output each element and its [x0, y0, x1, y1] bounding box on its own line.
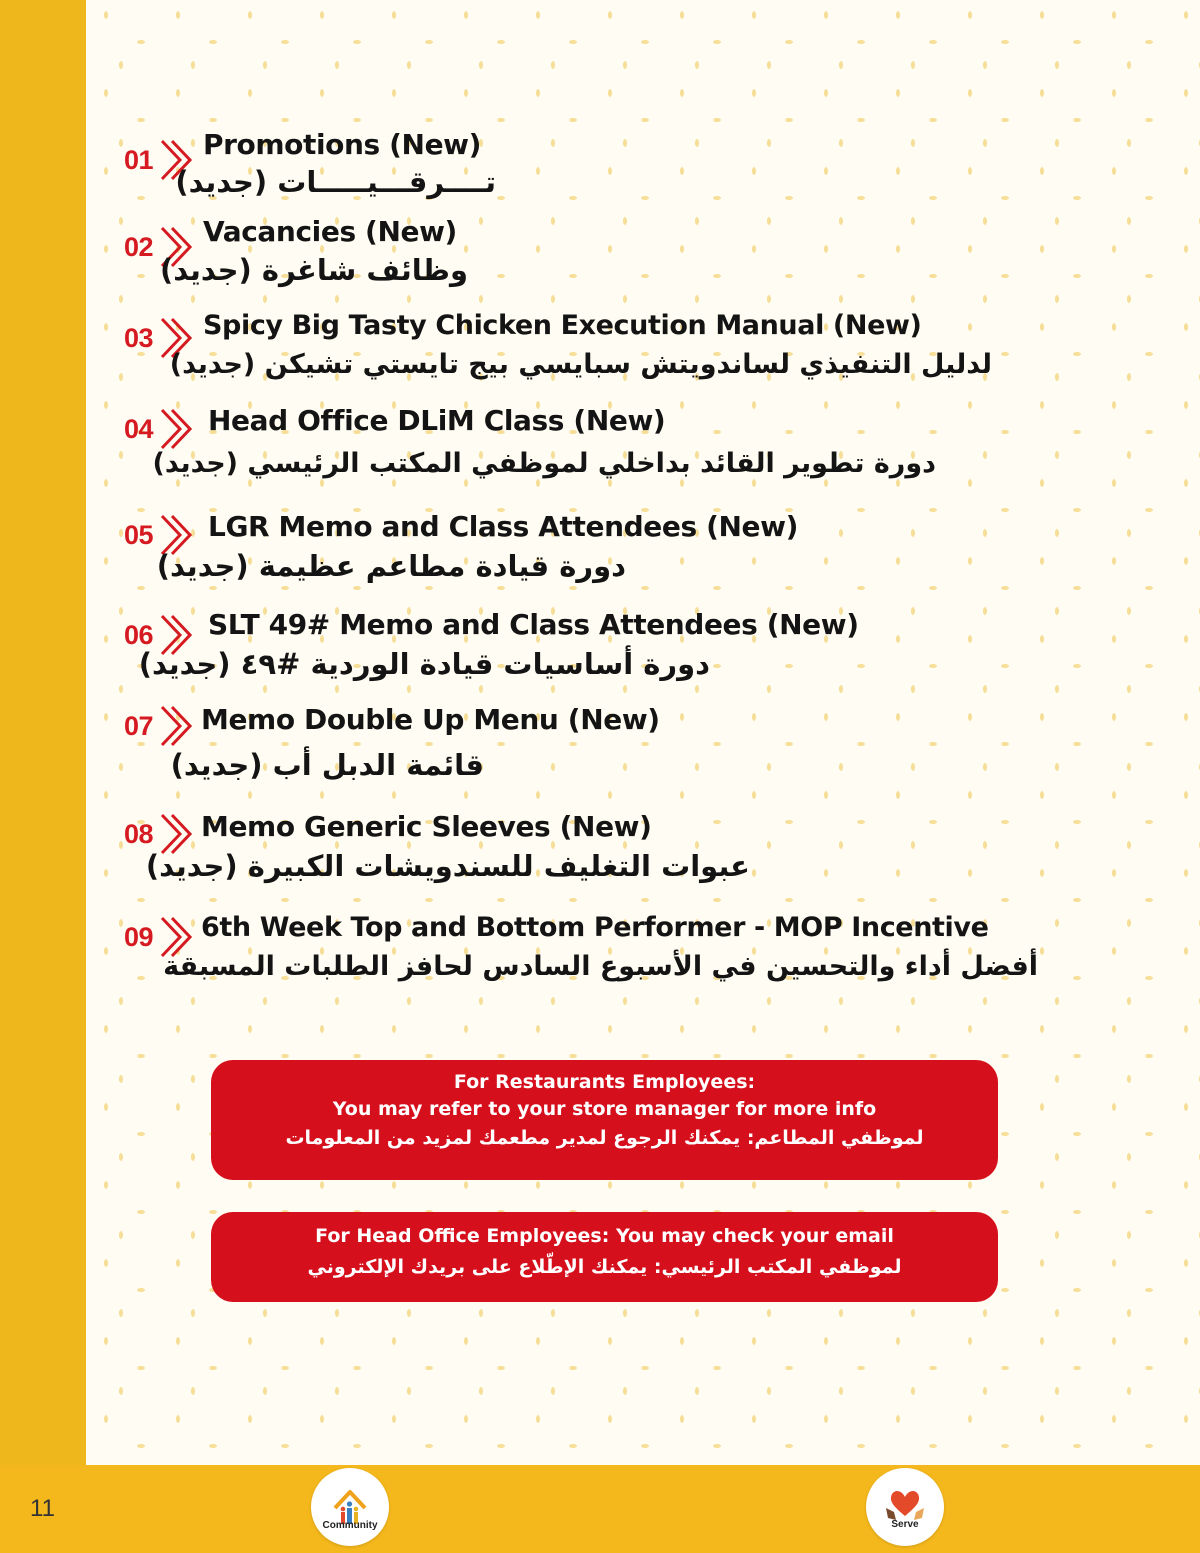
item-title-en: Memo Generic Sleeves (New) [201, 810, 652, 843]
item-number: 09 [124, 922, 154, 952]
item-title-en: Memo Double Up Menu (New) [201, 703, 660, 736]
item-title-ar: دورة أساسيات قيادة الوردية #٤٩ (جديد) [138, 647, 710, 681]
item-title-ar: عبوات التغليف للسندويشات الكبيرة (جديد) [145, 849, 750, 883]
page-number: 11 [30, 1495, 55, 1522]
double-chevron-icon [156, 703, 192, 749]
head-office-notice [211, 1212, 998, 1302]
item-number: 06 [124, 620, 154, 650]
item-number: 05 [124, 520, 154, 550]
notice-line: For Head Office Employees: You may check your email [315, 1225, 894, 1247]
item-title-en: Vacancies (New) [203, 215, 457, 248]
item-title-en: Promotions (New) [203, 128, 482, 161]
community-house-icon [311, 1468, 389, 1546]
item-title-ar: وظائف شاغرة (جديد) [159, 253, 468, 287]
item-title-ar: قائمة الدبل أب (جديد) [170, 748, 484, 782]
item-title-en: LGR Memo and Class Attendees (New) [208, 510, 798, 543]
notice-line-ar: لموظفي المطاعم: يمكنك الرجوع لمدير مطعمك لمزيد من المعلومات [285, 1127, 924, 1149]
item-number: 01 [124, 145, 154, 175]
item-title-ar: دورة تطوير القائد بداخلي لموظفي المكتب الرئيسي (جديد) [152, 448, 936, 479]
item-title-ar: دورة قيادة مطاعم عظيمة (جديد) [156, 549, 626, 583]
serve-label: Serve [891, 1519, 919, 1530]
item-title-en: SLT 49# Memo and Class Attendees (New) [208, 608, 859, 641]
item-number: 04 [124, 414, 154, 444]
serve-badge [866, 1468, 944, 1546]
item-title-en: Spicy Big Tasty Chicken Execution Manual (New) [203, 310, 922, 341]
double-chevron-icon [156, 406, 192, 452]
item-number: 03 [124, 323, 154, 353]
notice-line-ar: لموظفي المكتب الرئيسي: يمكنك الإطّلاع على بريدك الإلكتروني [307, 1256, 902, 1278]
item-title-ar: أفضل أداء والتحسين في الأسبوع السادس لحافز الطلبات المسبقة [163, 951, 1038, 982]
item-title-en: Head Office DLiM Class (New) [208, 404, 666, 437]
notice-line: For Restaurants Employees: [453, 1071, 756, 1093]
item-title-en: 6th Week Top and Bottom Performer - MOP Incentive [201, 912, 989, 943]
item-number: 08 [124, 819, 154, 849]
footer-bar [0, 1465, 1200, 1553]
item-number: 07 [124, 711, 154, 741]
item-title-ar: تــــرقـــيـــــات (جديد) [175, 165, 496, 199]
community-badge [311, 1468, 389, 1546]
heart-hands-icon [866, 1468, 944, 1546]
item-title-ar: لدليل التنفيذي لساندويتش سبايسي بيج تايستي تشيكن (جديد) [169, 349, 992, 380]
item-number: 02 [124, 232, 154, 262]
community-label: Community [322, 1520, 378, 1531]
restaurant-employees-notice [211, 1060, 998, 1180]
notice-line: You may refer to your store manager for more info [332, 1098, 877, 1120]
